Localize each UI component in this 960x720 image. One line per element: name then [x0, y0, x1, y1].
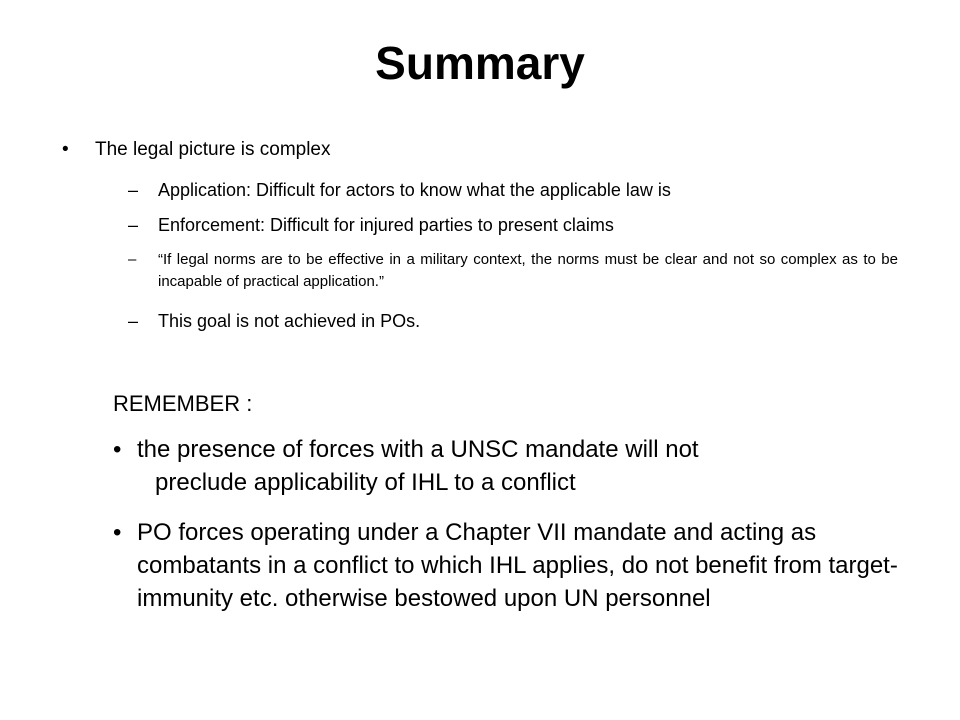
remember-item-line: the presence of forces with a UNSC mandate will not [137, 436, 699, 463]
bullet-symbol: • [62, 139, 69, 160]
sub-item-text: This goal is not achieved in POs. [158, 311, 421, 331]
slide-title: Summary [375, 37, 585, 89]
sub-item-text: Application: Difficult for actors to know what the applicable law is [158, 180, 671, 200]
dash-symbol: – [128, 251, 137, 268]
sub-item-text: “If legal norms are to be effective in a military context, the norms must be clear and not so complex as to be incapable of practical application.” [158, 251, 898, 290]
remember-item-line: preclude applicability of IHL to a conflict [155, 469, 576, 496]
bullet-symbol: • [113, 436, 122, 463]
remember-item-text [137, 433, 927, 499]
dash-symbol: – [128, 215, 139, 235]
main-bullet-text: The legal picture is complex [95, 139, 331, 160]
bullet-symbol: • [113, 519, 122, 546]
sub-item-text: Enforcement: Difficult for injured parties to present claims [158, 215, 614, 235]
remember-item-text: PO forces operating under a Chapter VII mandate and acting as combatants in a conflict to which IHL applies, do not benefit from target-immunity etc. otherwise bestowed upon UN personnel [137, 519, 898, 612]
remember-label: REMEMBER : [113, 391, 253, 416]
dash-symbol: – [128, 311, 139, 331]
dash-symbol: – [128, 180, 139, 200]
